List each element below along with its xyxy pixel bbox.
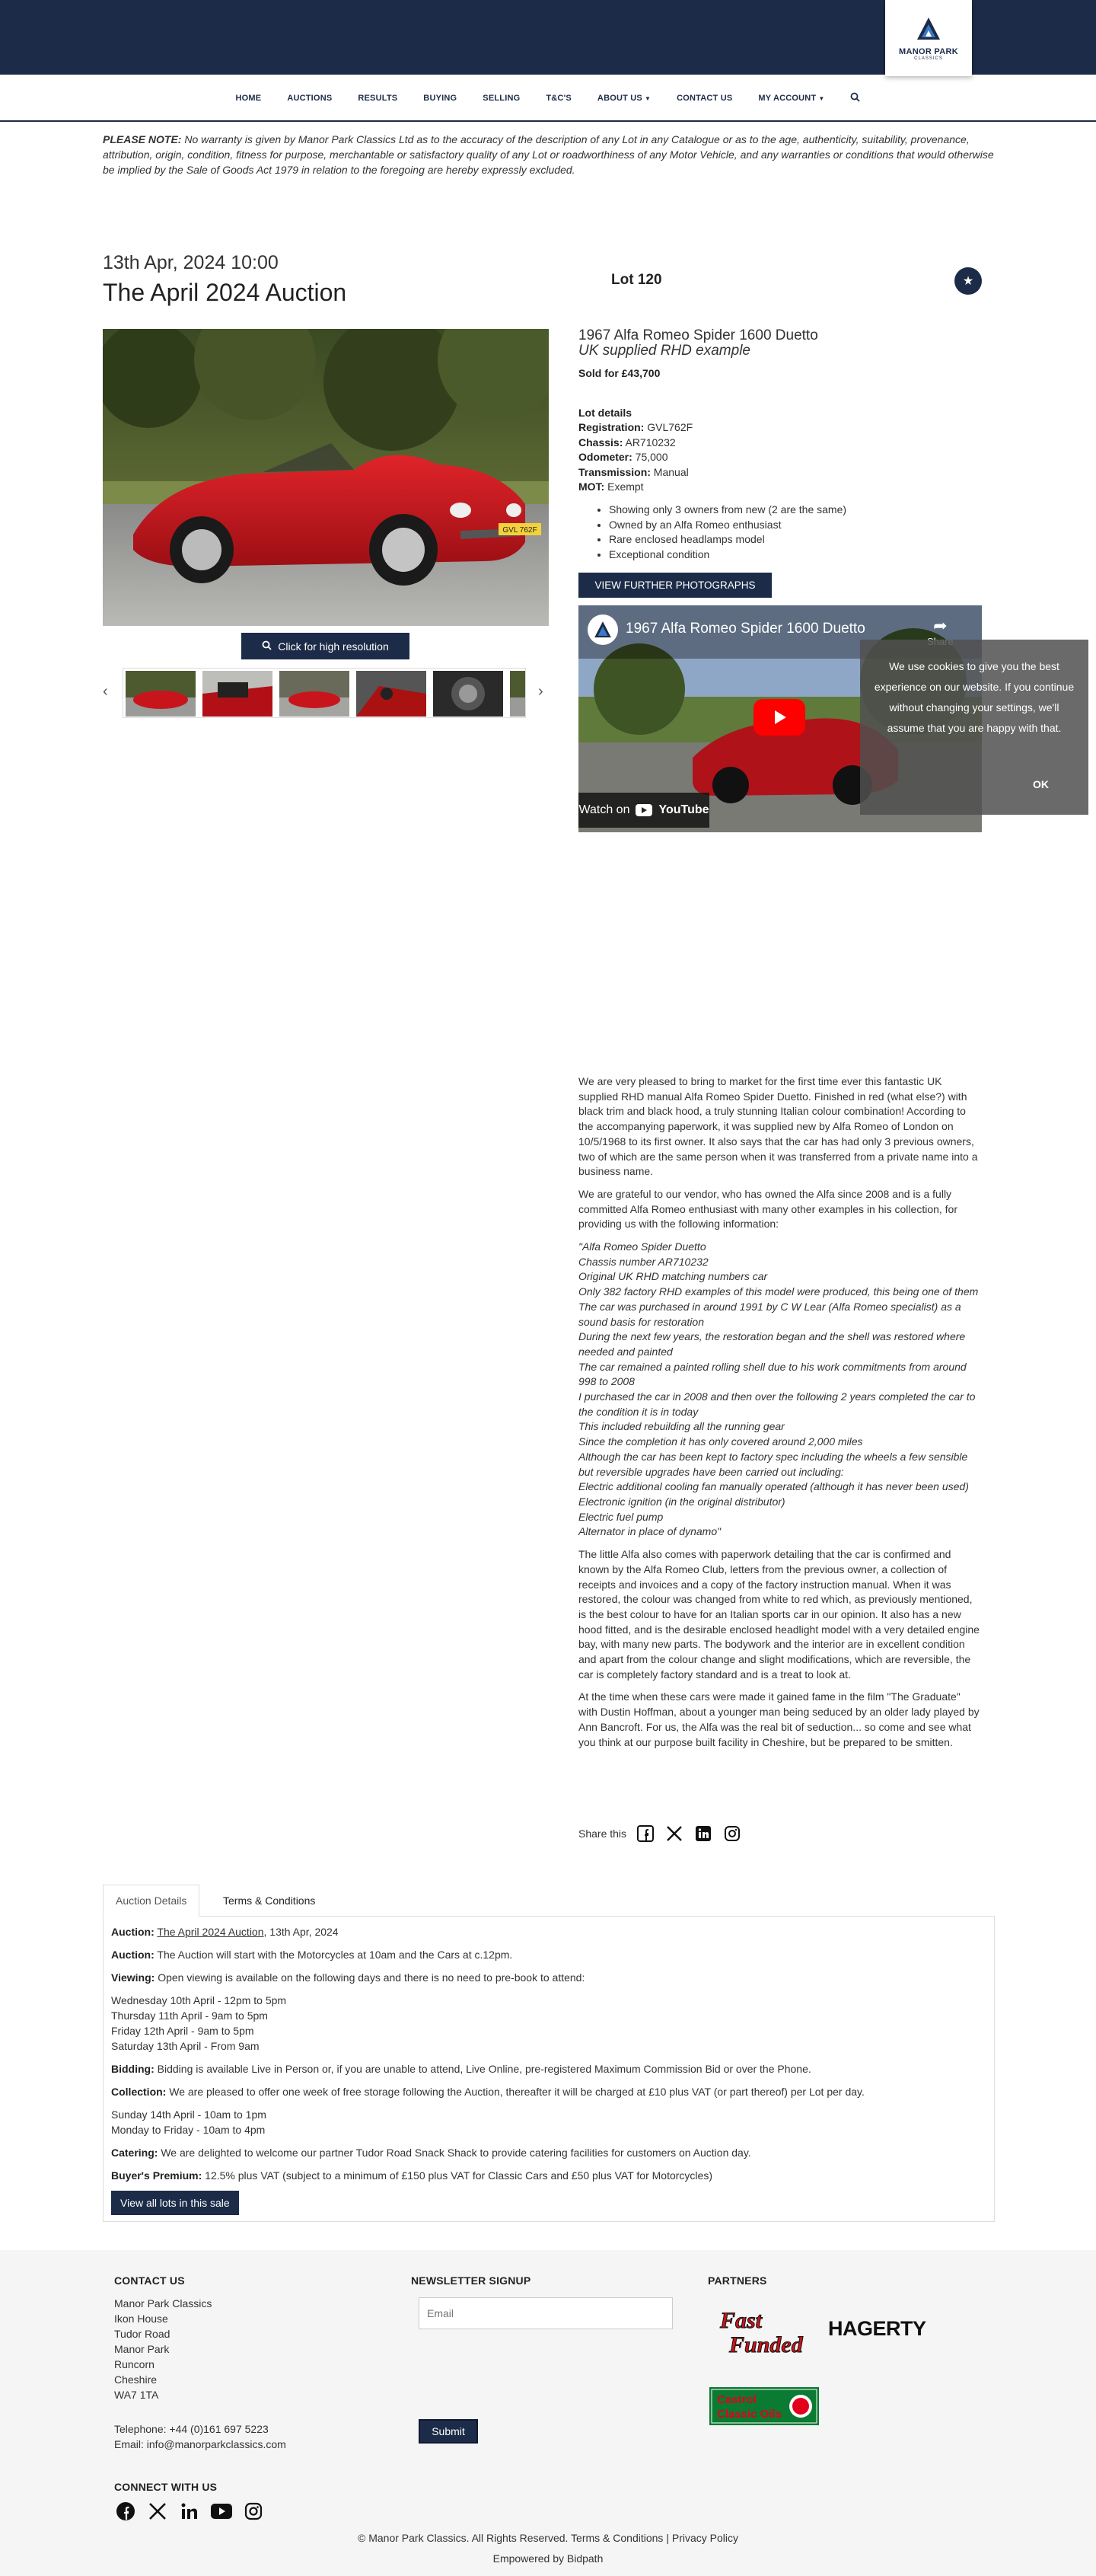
thumbnail[interactable] (433, 671, 503, 717)
main-car-image[interactable] (103, 329, 549, 626)
logo-sub: CLASSICS (914, 56, 943, 61)
viewing-line: Viewing: Open viewing is available on the following days and there is no need to pre-book to attend: (111, 1971, 585, 1984)
notice-label: PLEASE NOTE: (103, 133, 182, 145)
nav-results[interactable]: RESULTS (358, 94, 398, 103)
description-paragraph: We are grateful to our vendor, who has owned the Alfa since 2008 and is a fully committed Alfa Romeo enthusiast with many other examples in his collection, for providing us with the following information: (578, 1187, 958, 1231)
description-paragraph: At the time when these cars were made it gained fame in the film "The Graduate" with Dustin Hoffman, about a younger man being seduced by an older lady played by Ann Bancroft. For us, the Alfa was the real bit of seduction... so come and see what you think at our purpose built facility in Cheshire, but be prepared to be smitten. (578, 1690, 980, 1748)
nav-home[interactable]: HOME (235, 94, 262, 103)
lot-highlights (594, 503, 846, 562)
partner-hagerty-logo[interactable]: HAGERTY (828, 2317, 926, 2340)
star-icon: ★ (962, 275, 974, 288)
search-icon[interactable] (837, 92, 873, 104)
copyright-line: © Manor Park Classics. All Rights Reserved. Terms & Conditions | Privacy Policy (358, 2532, 738, 2544)
vendor-quote: "Alfa Romeo Spider Duetto Chassis number AR710232 Original UK RHD matching numbers car Only 382 factory RHD examples of this model were produced, this being one of them The car was purchased in around 1991 by C W Lear (Alfa Romeo specialist) as a sound basis for restoration During the next few years, the restoration began and the shell was restored where needed and painted The car remained a painted rolling shell due to his work commitments from around 998 to 2008 I purchased the car in 2008 and then over the following 2 years completed the car to the condition it is in today This included rebuilding all the running gear Since the completion it has only covered around 2,000 miles Although the car has been kept to factory spec including the wheels a few sensible but reversible upgrades have been carried out including: Electric additional cooling fan manually operated (although it has never been used) Electronic ignition (in the original distributor) Electric fuel pump Alternator in place of dynamo" (578, 1240, 979, 1538)
empowered-by[interactable]: Empowered by Bidpath (492, 2552, 604, 2565)
youtube-label: YouTube (658, 803, 709, 816)
thumbnail[interactable] (279, 671, 349, 717)
nav-contact-us[interactable]: CONTACT US (677, 94, 733, 103)
chevron-right-icon[interactable]: › (538, 683, 543, 700)
partner-fast-funded-logo[interactable] (715, 2302, 813, 2359)
contact-heading: CONTACT US (114, 2274, 185, 2287)
cookie-banner (860, 640, 1088, 815)
partners-heading: PARTNERS (708, 2274, 767, 2287)
newsletter-email-input[interactable] (419, 2297, 673, 2329)
site-logo[interactable] (885, 0, 972, 76)
tab-terms-conditions[interactable]: Terms & Conditions (223, 1894, 316, 1907)
bidding-line: Bidding: Bidding is available Live in Person or, if you are unable to attend, Live Online, pre-registered Maximum Commission Bid or over the Phone. (111, 2063, 811, 2075)
play-button[interactable] (754, 699, 805, 736)
high-resolution-label: Click for high resolution (278, 640, 389, 653)
share-label: Share this (578, 1827, 627, 1840)
detail-mot: MOT: Exempt (578, 480, 644, 493)
collection-days: Sunday 14th April - 10am to 1pm Monday to Friday - 10am to 4pm (111, 2108, 266, 2136)
nav-buying[interactable]: BUYING (423, 94, 457, 103)
high-resolution-button[interactable] (241, 633, 409, 659)
nav-auctions[interactable]: AUCTIONS (287, 94, 333, 103)
svg-text:Castrol: Castrol (717, 2393, 757, 2406)
youtube-icon (636, 804, 652, 816)
warranty-notice (103, 132, 995, 177)
lot-details-list (578, 420, 693, 495)
svg-text:Classic Oils: Classic Oils (717, 2408, 782, 2421)
thumbnail[interactable] (202, 671, 272, 717)
detail-chassis: Chassis: AR710232 (578, 436, 676, 448)
logo-mark-icon (915, 15, 942, 43)
email[interactable]: Email: info@manorparkclassics.com (114, 2438, 286, 2450)
caret-down-icon: ▼ (818, 95, 825, 102)
nav-selling[interactable]: SELLING (483, 94, 521, 103)
thumbnail[interactable] (126, 671, 196, 717)
nav-my-account-label: MY ACCOUNT (758, 94, 817, 103)
auction-start-line: Auction: The Auction will start with the Motorcycles at 10am and the Cars at c.12pm. (111, 1949, 513, 1961)
highlight-item: • Exceptional condition (609, 547, 846, 563)
facebook-icon[interactable] (636, 1824, 655, 1843)
lot-subtitle: UK supplied RHD example (578, 343, 750, 359)
newsletter-heading: NEWSLETTER SIGNUP (411, 2274, 531, 2287)
partner-castrol-logo[interactable] (709, 2387, 819, 2428)
instagram-icon[interactable] (722, 1824, 742, 1843)
thumbnail-carousel (103, 666, 549, 720)
terms-link[interactable]: Terms & Conditions (571, 2532, 664, 2544)
sold-price: Sold for £43,700 (578, 367, 661, 379)
linkedin-icon[interactable] (693, 1824, 713, 1843)
copyright-text: © Manor Park Classics. All Rights Reserved. (358, 2532, 569, 2544)
site-footer (0, 2250, 1096, 2576)
thumbnail-strip (123, 668, 526, 718)
svg-text:Funded: Funded (729, 2332, 803, 2357)
lot-title: 1967 Alfa Romeo Spider 1600 Duetto (578, 327, 818, 343)
description-paragraph: The little Alfa also comes with paperwork detailing that the car is confirmed and known by the Alfa Romeo Club, letters from the previous owner, a collection of receipts and invoices and a copy of the factory instruction manual. When it was restored, the colour was changed from white to red which, as previously mentioned, is the best colour to have for an Italian sports car in our opinion. It also has a new hood fitted, and is the desirable enclosed headlight model with a very detailed engine bay, with many new parts. The bodywork and the interior are in excellent condition and apart from the colour change and slight modifications, which are reversible, the car is completely factory standard and is a treat to look at. (578, 1548, 980, 1681)
contact-details (114, 2421, 286, 2452)
collection-line: Collection: We are pleased to offer one week of free storage following the Auction, thereafter it will be charged at £10 plus VAT (or part thereof) per Lot per day. (111, 2086, 865, 2098)
detail-transmission: Transmission: Manual (578, 465, 689, 478)
premium-line: Buyer's Premium: 12.5% plus VAT (subject to a minimum of £150 plus VAT for Classic Cars and £50 plus VAT for Motorcycles) (111, 2169, 712, 2182)
auction-line: Auction: The April 2024 Auction, 13th Apr, 2024 (111, 1926, 339, 1938)
favourite-star-button[interactable] (954, 267, 982, 295)
privacy-link[interactable]: Privacy Policy (671, 2532, 738, 2544)
view-all-lots-button[interactable]: View all lots in this sale (111, 2191, 239, 2215)
x-twitter-icon[interactable] (146, 2500, 169, 2523)
facebook-icon[interactable] (114, 2500, 137, 2523)
linkedin-icon[interactable] (178, 2500, 201, 2523)
nav-my-account[interactable] (745, 94, 837, 103)
viewing-days: Wednesday 10th April - 12pm to 5pm Thursday 11th April - 9am to 5pm Friday 12th April - 9am to 5pm Saturday 13th April - From 9am (111, 1994, 287, 2052)
detail-registration: Registration: GVL762F (578, 421, 693, 433)
highlight-item: • Showing only 3 owners from new (2 are the same) (609, 503, 846, 518)
watch-on-label: Watch on (578, 803, 630, 816)
caret-down-icon: ▼ (644, 95, 652, 102)
connect-heading: CONNECT WITH US (114, 2481, 218, 2493)
x-twitter-icon[interactable] (664, 1824, 684, 1843)
youtube-icon[interactable] (210, 2500, 233, 2523)
nav-about-us-label: ABOUT US (597, 94, 642, 103)
further-photos-button[interactable]: VIEW FURTHER PHOTOGRAPHS (578, 573, 772, 598)
contact-address: Manor Park Classics Ikon House Tudor Road Manor Park Runcorn Cheshire WA7 1TA (114, 2297, 212, 2401)
watch-on-youtube-button[interactable] (578, 793, 709, 828)
cookie-text: We use cookies to give you the best experience on our website. If you continue without changing your settings, we'll assume that you are happy with that. (874, 660, 1075, 734)
video-title[interactable]: 1967 Alfa Romeo Spider 1600 Duetto (626, 621, 865, 637)
sale-title: The April 2024 Auction (103, 279, 347, 306)
lot-details-heading: Lot details (578, 407, 632, 419)
auction-tabs (103, 1885, 995, 1917)
auction-details-panel (103, 1916, 995, 2222)
detail-odometer: Odometer: 75,000 (578, 451, 668, 463)
catering-line: Catering: We are delighted to welcome our partner Tudor Road Snack Shack to provide catering facilities for customers on Auction day. (111, 2147, 751, 2159)
social-links (114, 2500, 265, 2523)
highlight-item: • Rare enclosed headlamps model (609, 532, 846, 547)
auction-link[interactable]: The April 2024 Auction (157, 1926, 264, 1938)
sale-date: 13th Apr, 2024 10:00 (103, 252, 279, 273)
logo-brand: MANOR PARK (899, 47, 958, 56)
telephone[interactable]: Telephone: +44 (0)161 697 5223 (114, 2423, 269, 2435)
lot-number: Lot 120 (611, 272, 662, 288)
newsletter-submit-button[interactable]: Submit (419, 2419, 478, 2444)
description-paragraph: We are very pleased to bring to market for the first time ever this fantastic UK supplied RHD manual Alfa Romeo Spider Duetto. Finished in red (what else?) with black trim and black hood, a truly stunning Italian colour combination! According to the accompanying paperwork, it was supplied new by Alfa Romeo of London on 10/5/1968 to its first owner. It also says that the car has had only 3 previous owners, two of which are the same person when it was transferred from a private name into a business name. (578, 1075, 978, 1178)
main-nav (0, 76, 1096, 122)
nav-terms[interactable]: T&C'S (546, 94, 572, 103)
play-icon (770, 708, 789, 726)
notice-text: No warranty is given by Manor Park Classics Ltd as to the accuracy of the description of any Lot in any Catalogue or as to the age, authenticity, suitability, provenance, attribution, origin, condition, fitness for purpose, merchantable or satisfactory quality of any Lot or roadworthiness of any Motor Vehicle, and any warranties or conditions that would otherwise be implied by the Sale of Goods Act 1979 in relation to the foregoing are hereby expressly excluded. (103, 133, 994, 176)
nav-about-us[interactable] (585, 94, 664, 103)
highlight-item: • Owned by an Alfa Romeo enthusiast (609, 518, 846, 533)
cookie-ok-button[interactable]: OK (1033, 778, 1049, 790)
instagram-icon[interactable] (242, 2500, 265, 2523)
thumbnail[interactable] (356, 671, 426, 717)
thumbnail[interactable] (510, 671, 526, 717)
number-plate: GVL 762F (502, 526, 537, 535)
share-row (578, 1824, 742, 1843)
share-arrow-icon: ➦ (933, 616, 948, 635)
tab-auction-details[interactable]: Auction Details (103, 1885, 199, 1917)
chevron-left-icon[interactable]: ‹ (103, 683, 108, 700)
search-icon (262, 640, 272, 653)
svg-text:Fast: Fast (720, 2308, 763, 2333)
channel-logo[interactable] (588, 614, 618, 645)
lot-description (578, 1074, 982, 1757)
